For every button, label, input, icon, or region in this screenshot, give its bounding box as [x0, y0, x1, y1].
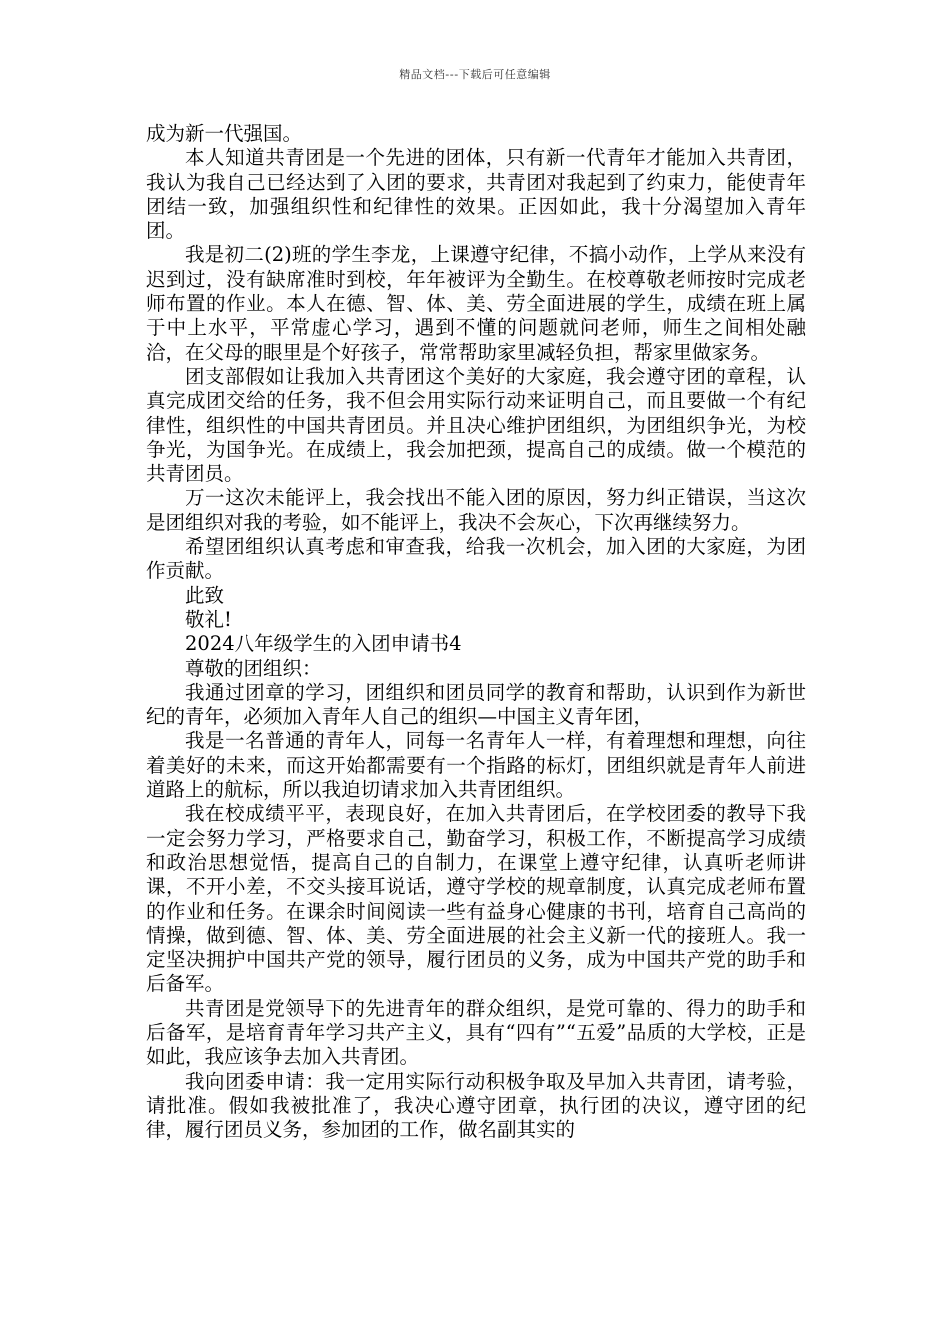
paragraph: 万一这次未能评上，我会找出不能入团的原因，努力纠正错误，当这次是团组织对我的考验，如不能评上，我决不会灰心，下次再继续努力。 [146, 486, 806, 534]
paragraph: 本人知道共青团是一个先进的团体，只有新一代青年才能加入共青团，我认为我自己已经达到了入团的要求，共青团对我起到了约束力，能使青年团结一致，加强组织性和纪律性的效果。正因如此，我十分渴望加入青年团。 [146, 146, 806, 243]
paragraph: 成为新一代强国。 [146, 122, 303, 145]
paragraph: 希望团组织认真考虑和审查我，给我一次机会，加入团的大家庭，为团作贡献。 [146, 535, 806, 583]
paragraph: 我向团委申请：我一定用实际行动积极争取及早加入共青团，请考验，请批准。假如我被批准了，我决心遵守团章，执行团的决议，遵守团的纪律，履行团员义务，参加团的工作，做名副其实的 [146, 1069, 806, 1142]
greeting: 尊敬的团组织： [185, 656, 322, 680]
closing-respect: 敬礼! [185, 607, 232, 631]
paragraph: 我通过团章的学习，团组织和团员同学的教育和帮助，认识到作为新世纪的青年，必须加入青年人自己的组织—中国主义青年团， [146, 680, 806, 729]
paragraph: 共青团是党领导下的先进青年的群众组织，是党可靠的、得力的助手和后备军，是培育青年学习共产主义，具有“四有”“五爱”品质的大学校，正是如此，我应该争去加入共青团。 [146, 996, 806, 1069]
closing-salutation: 此致 [185, 583, 225, 607]
page-header: 精品文档---下载后可任意编辑 [399, 68, 551, 81]
paragraph: 我是初二(2)班的学生李龙，上课遵守纪律，不搞小动作，上学从来没有迟到过，没有缺席准时到校，年年被评为全勤生。在校尊敬老师按时完成老师布置的作业。本人在德、智、体、美、劳全面进展的学生，成绩在班上属于中上水平，平常虚心学习，遇到不懂的问题就问老师，师生之间相处融洽，在父母的眼里是个好孩子，常常帮助家里减轻负担，帮家里做家务。 [146, 243, 806, 364]
paragraph: 团支部假如让我加入共青团这个美好的大家庭，我会遵守团的章程，认真完成团交给的任务，我不但会用实际行动来证明自己，而且要做一个有纪律性，组织性的中国共青团员。并且决心维护团组织，为团组织争光，为校争光，为国争光。在成绩上，我会加把颈，提高自己的成绩。做一个模范的共青团员。 [146, 364, 806, 486]
paragraph: 我是一名普通的青年人，同每一名青年人一样，有着理想和理想，向往着美好的未来，而这开始都需要有一个指路的标灯，团组织就是青年人前进道路上的航标，所以我迫切请求加入共青团组织。 [146, 729, 806, 802]
paragraph: 我在校成绩平平，表现良好，在加入共青团后，在学校团委的教导下我一定会努力学习，严格要求自己，勤奋学习，积极工作，不断提高学习成绩和政治思想觉悟，提高自己的自制力，在课堂上遵守纪律，认真听老师讲课，不开小差，不交头接耳说话，遵守学校的规章制度，认真完成老师布置的作业和任务。在课余时间阅读一些有益身心健康的书刊，培育自己高尚的情操，做到德、智、体、美、劳全面进展的社会主义新一代的接班人。我一定坚决拥护中国共产党的领导，履行团员的义务，成为中国共产党的助手和后备军。 [146, 802, 806, 996]
section-title: 2024八年级学生的入团申请书4 [185, 632, 462, 656]
document-body [146, 122, 806, 1142]
